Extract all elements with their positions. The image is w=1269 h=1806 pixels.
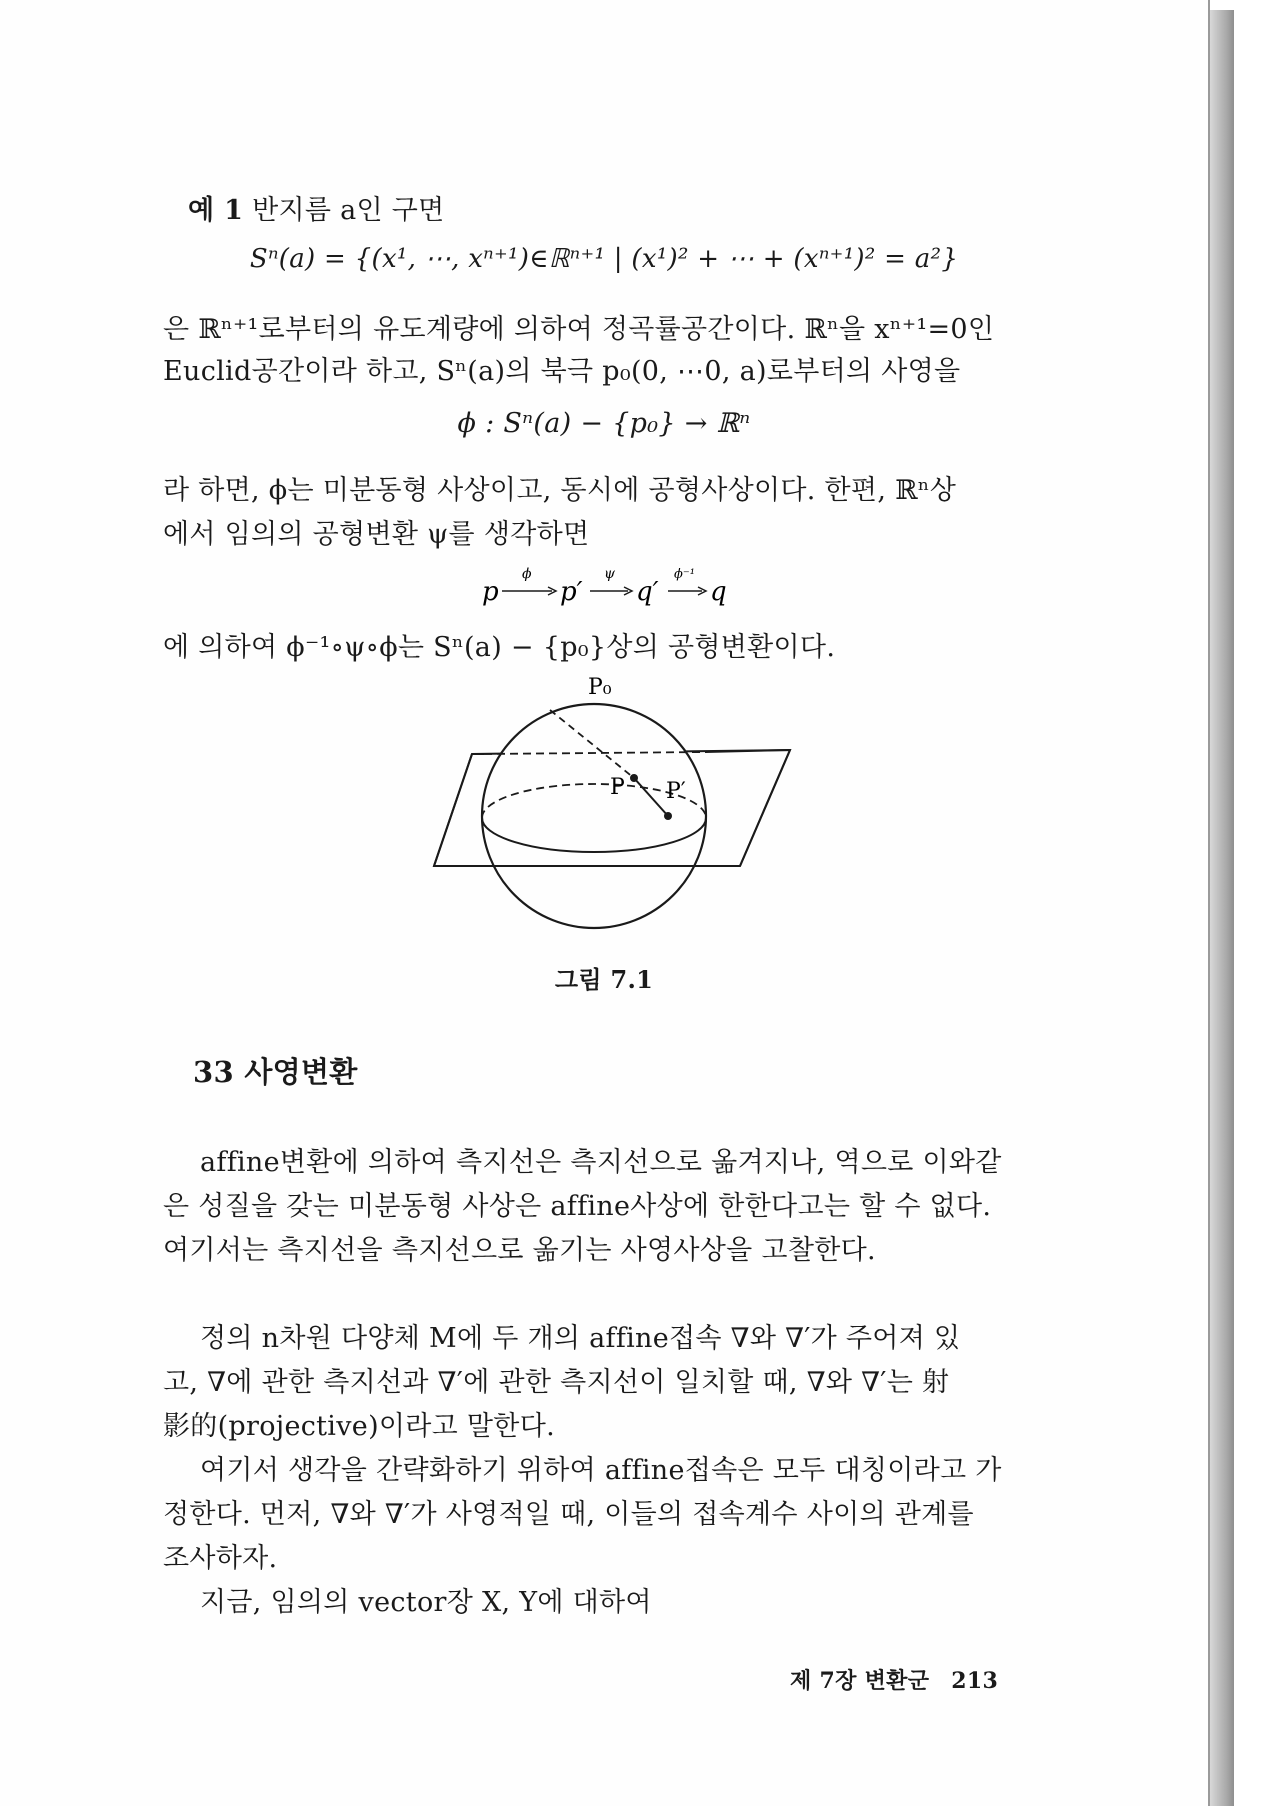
paragraph-line: 에서 임의의 공형변환 ψ를 생각하면: [163, 519, 590, 550]
definition-line: 고, ∇에 관한 측지선과 ∇′에 관한 측지선이 일치할 때, ∇와 ∇′는 射: [163, 1367, 950, 1398]
arrow1-label: ϕ: [522, 566, 532, 582]
plane-edge: [740, 750, 790, 866]
example-label: 예 1: [188, 195, 244, 226]
diagram-q-prime: q′: [636, 577, 659, 607]
composition-diagram: [470, 558, 740, 610]
chapter-title: 제 7장 변환군: [790, 1668, 930, 1694]
stereographic-projection-figure: [420, 668, 800, 948]
arrow2-label: ψ: [604, 566, 615, 582]
point-p-prime: [664, 812, 672, 820]
definition-line: 정의 n차원 다양체 M에 두 개의 affine접속 ∇와 ∇′가 주어져 있: [200, 1323, 961, 1354]
paragraph-line: 정한다. 먼저, ∇와 ∇′가 사영적일 때, 이들의 접속계수 사이의 관계를: [163, 1499, 974, 1530]
sphere: [482, 704, 706, 928]
diagram-q: q: [710, 577, 727, 607]
running-footer: [790, 1664, 998, 1695]
point-p: [630, 774, 638, 782]
paragraph-line: affine변환에 의하여 측지선은 측지선으로 옮겨지나, 역으로 이와같: [200, 1147, 1002, 1178]
paragraph-line: 에 의하여 ϕ⁻¹∘ψ∘ϕ는 Sⁿ(a) − {p₀}상의 공형변환이다.: [163, 632, 836, 663]
paragraph-line: Euclid공간이라 하고, Sⁿ(a)의 북극 p₀(0, ⋯0, a)로부터의 사영을: [163, 356, 961, 387]
definition-line: 影的(projective)이라고 말한다.: [163, 1411, 555, 1442]
label-p-prime: P′: [666, 779, 686, 804]
arrow3-label: ϕ⁻¹: [674, 567, 695, 582]
diagram-p: p: [482, 577, 499, 607]
paragraph-line: 은 성질을 갖는 미분동형 사상은 affine사상에 한한다고는 할 수 없다.: [163, 1191, 992, 1222]
page-edge-shadow: [1210, 10, 1234, 1806]
paragraph-line: 지금, 임의의 vector장 X, Y에 대하여: [200, 1587, 652, 1618]
section-title: 33 사영변환: [193, 1055, 358, 1089]
sphere-set-definition: Sⁿ(a) = {(x¹, ⋯, xⁿ⁺¹)∈ℝⁿ⁺¹ | (x¹)² + ⋯ + (xⁿ⁺¹)² = a²}: [249, 244, 959, 274]
example-heading: [188, 188, 445, 227]
projection-map-formula: ϕ : Sⁿ(a) − {p₀} → ℝⁿ: [457, 408, 751, 439]
paragraph-line: 조사하자.: [163, 1543, 278, 1574]
label-p0: P₀: [588, 675, 612, 700]
page-number: 213: [951, 1668, 999, 1694]
figure-caption: 그림 7.1: [554, 965, 654, 994]
example-heading-text: 반지름 a인 구면: [252, 195, 445, 226]
paragraph-line: 여기서 생각을 간략화하기 위하여 affine접속은 모두 대칭이라고 가: [200, 1455, 1002, 1486]
diagram-p-prime: p′: [560, 577, 583, 607]
plane-edge: [434, 754, 472, 866]
paragraph-line: 은 ℝⁿ⁺¹로부터의 유도계량에 의하여 정곡률공간이다. ℝⁿ을 xⁿ⁺¹=0인: [163, 314, 995, 345]
label-p: P: [610, 775, 625, 800]
paragraph-line: 여기서는 측지선을 측지선으로 옮기는 사영사상을 고찰한다.: [163, 1235, 876, 1266]
paragraph-line: 라 하면, ϕ는 미분동형 사상이고, 동시에 공형사상이다. 한편, ℝⁿ상: [163, 475, 957, 506]
